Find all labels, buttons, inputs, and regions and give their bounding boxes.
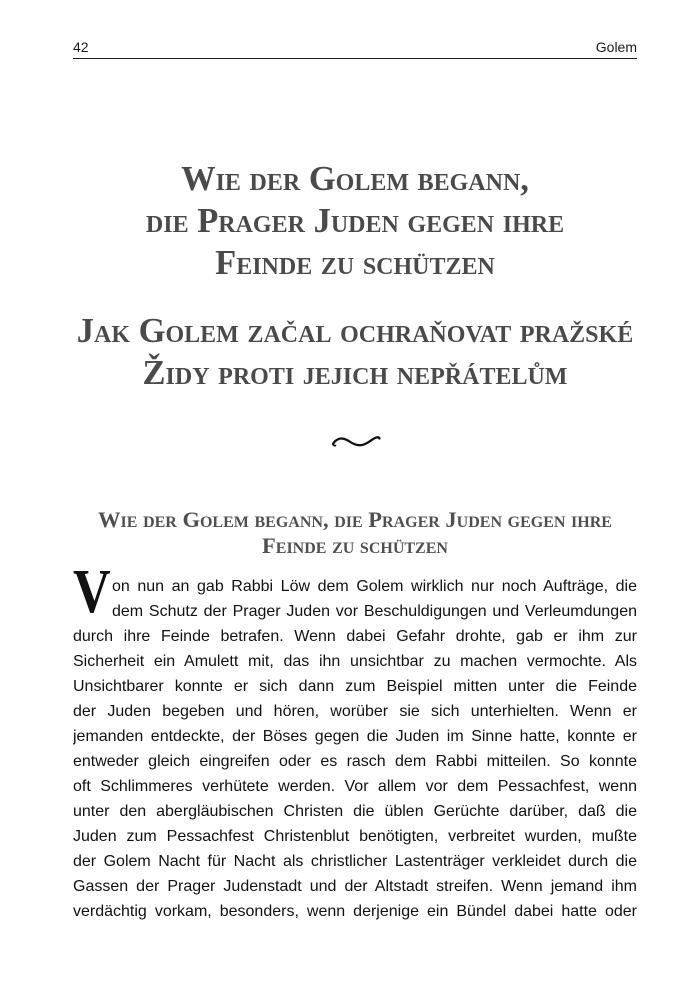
body-line: unter den abergläubischen Christen die üblen Gerüchte darüber, daß die [73, 803, 637, 820]
body-line: Gassen der Prager Judenstadt und der Altstadt streifen. Wenn jemand ihm [73, 878, 637, 895]
heading-line: Wie der Golem begann, die Prager Juden gegen ihre [98, 507, 612, 532]
body-line: verdächtig vorkam, besonders, wenn derjenige ein Bündel dabei hatte oder [73, 903, 637, 920]
title-line: Židy proti jejich nepřátelům [142, 354, 568, 392]
body-line: dem Schutz der Prager Juden vor Beschuldigungen und Verleumdungen [112, 603, 637, 620]
swash-tail [333, 444, 336, 446]
body-line: durch ihre Feinde betrafen. Wenn dabei Gefahr drohte, gab er ihm zur [73, 628, 637, 645]
title-line: Wie der Golem begann, [181, 160, 529, 198]
body-text [73, 558, 637, 924]
drop-cap: V [73, 558, 111, 626]
body-line: entweder gleich eingreifen oder es rasch dem Rabbi mitteilen. So konnte [73, 753, 637, 770]
title-line: Jak Golem začal ochraňovat pražské [76, 312, 634, 350]
body-line: der Juden begeben und hören, worüber sie sich unterhielten. Wenn er [73, 703, 637, 720]
body-line: Unsichtbarer konnte er sich dann zum Beispiel mitten unter die Feinde [73, 678, 637, 695]
body-line: Sicherheit ein Amulett mit, das ihn unsichtbar zu machen vermochte. Als [73, 653, 637, 670]
heading-line: Feinde zu schützen [262, 533, 448, 558]
body-line: jemanden entdeckte, der Böses gegen die Juden im Sinne hatte, konnte er [73, 728, 637, 745]
body-line: der Golem Nacht für Nacht als christlicher Lastenträger verkleidet durch die [73, 853, 637, 870]
title-line: die Prager Juden gegen ihre [145, 202, 565, 240]
swash-ornament-icon [331, 433, 381, 451]
running-header [73, 38, 637, 56]
running-title: Golem [595, 39, 637, 55]
header-rule [73, 58, 637, 59]
body-line: oft Schlimmeres verhütete werden. Vor allem vor dem Pessachfest, wenn [73, 778, 637, 795]
body-line: on nun an gab Rabbi Löw dem Golem wirklich nur noch Aufträge, die [112, 578, 637, 595]
chapter-title-german [10, 158, 700, 284]
page-number: 42 [73, 39, 89, 55]
swash-stroke [333, 437, 380, 445]
body-line: Juden zum Pessachfest Christenblut benötigten, verbreitet wurden, mußte [73, 828, 637, 845]
title-line: Feinde zu schützen [215, 244, 495, 282]
section-heading [10, 507, 700, 559]
chapter-title-czech [10, 310, 700, 394]
